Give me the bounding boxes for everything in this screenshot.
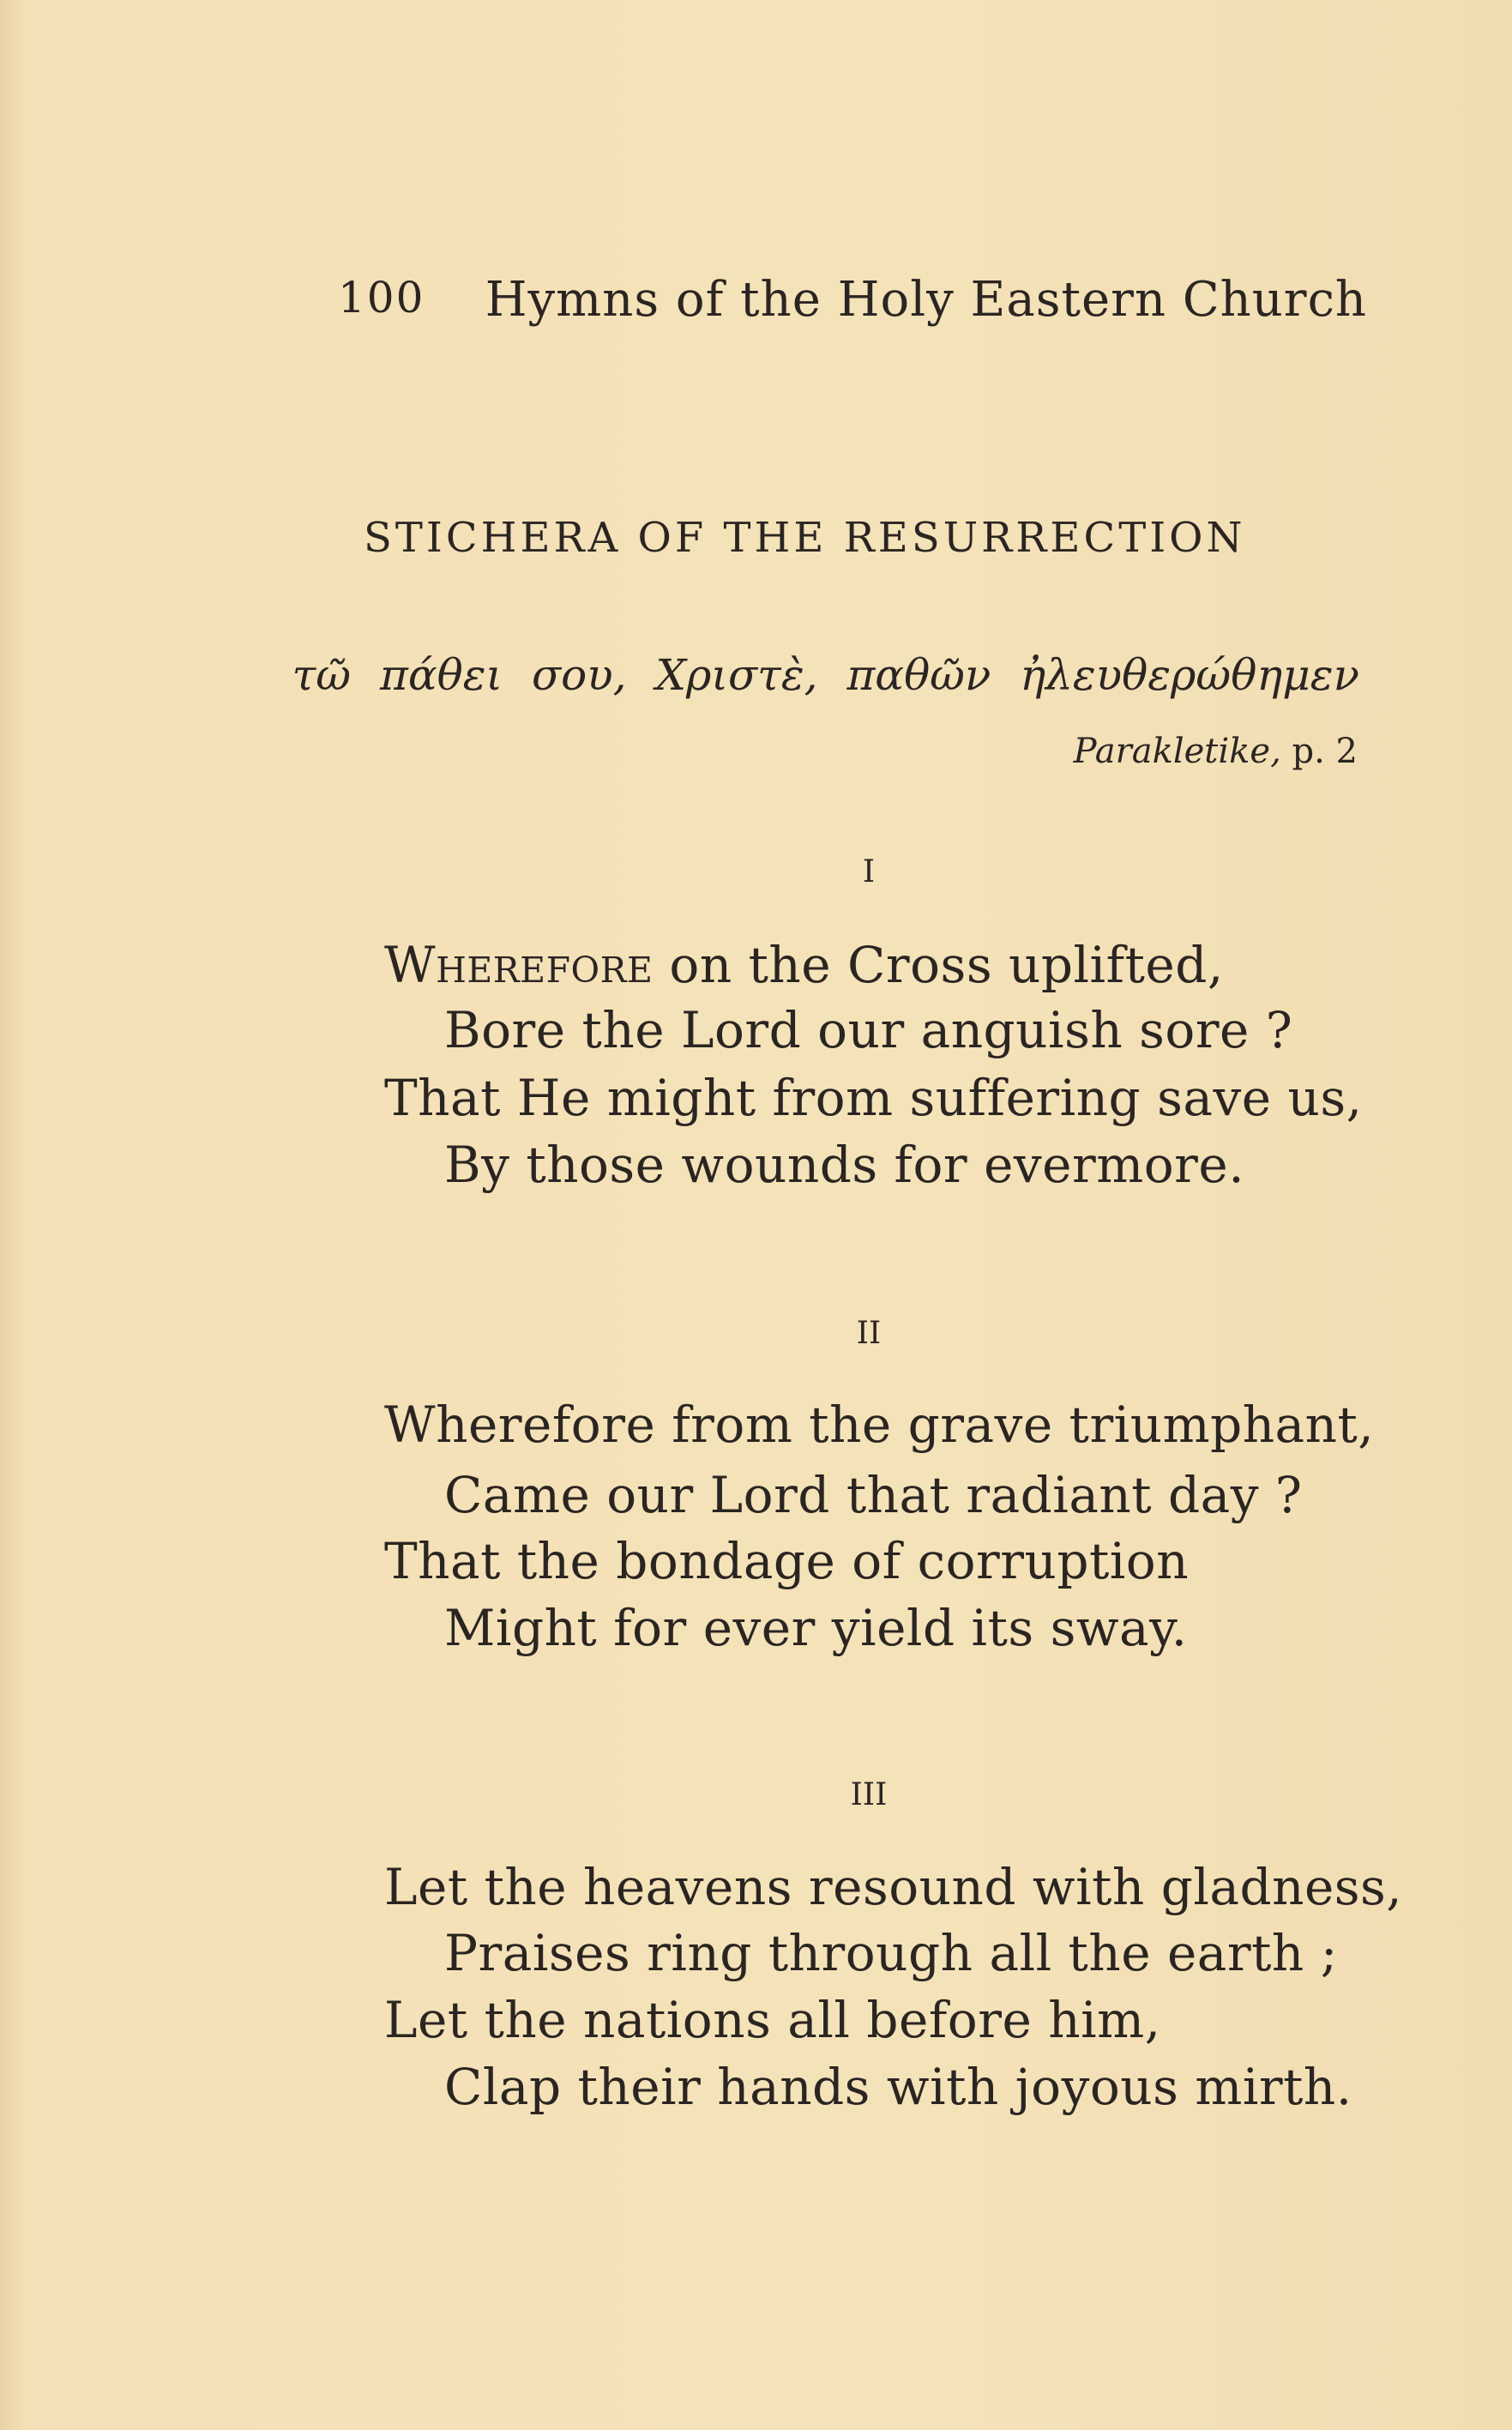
verse-line: Might for ever yield its sway. (444, 1599, 1188, 1657)
section-title: STICHERA OF THE RESURRECTION (364, 514, 1246, 562)
verse-line: Let the heavens resound with gladness, (384, 1858, 1403, 1916)
source-page: p. 2 (1292, 732, 1358, 771)
page-number: 100 (338, 273, 425, 323)
running-title: Hymns of the Holy Eastern Church (485, 272, 1367, 328)
verse-line: That He might from suffering save us, (384, 1069, 1363, 1127)
verse-first-word: Wherefore (384, 936, 654, 994)
verse-line: Let the nations all before him, (384, 1991, 1161, 2049)
stanza-numeral: III (850, 1777, 888, 1812)
verse-line: Came our Lord that radiant day ? (444, 1466, 1303, 1524)
stanza-numeral: I (862, 854, 876, 889)
source-title: Parakletike, (1073, 732, 1281, 771)
verse-line-text: on the Cross uplifted, (653, 936, 1224, 994)
verse-line: By those wounds for evermore. (444, 1136, 1245, 1194)
verse-line: That the bondage of corruption (384, 1532, 1190, 1590)
running-header (338, 272, 1367, 328)
verse-line (384, 936, 1224, 994)
verse-line: Clap their hands with joyous mirth. (444, 2058, 1352, 2116)
epigraph-source (1074, 734, 1358, 769)
verse-line: Wherefore from the grave triumphant, (384, 1396, 1375, 1454)
verse-line: Praises ring through all the earth ; (444, 1924, 1338, 1982)
greek-epigraph: τῶ πάθει σου, Χριστὲ, παθῶν ἠλευθερώθημεν (292, 650, 1359, 700)
verse-line: Bore the Lord our anguish sore ? (444, 1001, 1293, 1059)
stanza-numeral: II (856, 1316, 882, 1351)
